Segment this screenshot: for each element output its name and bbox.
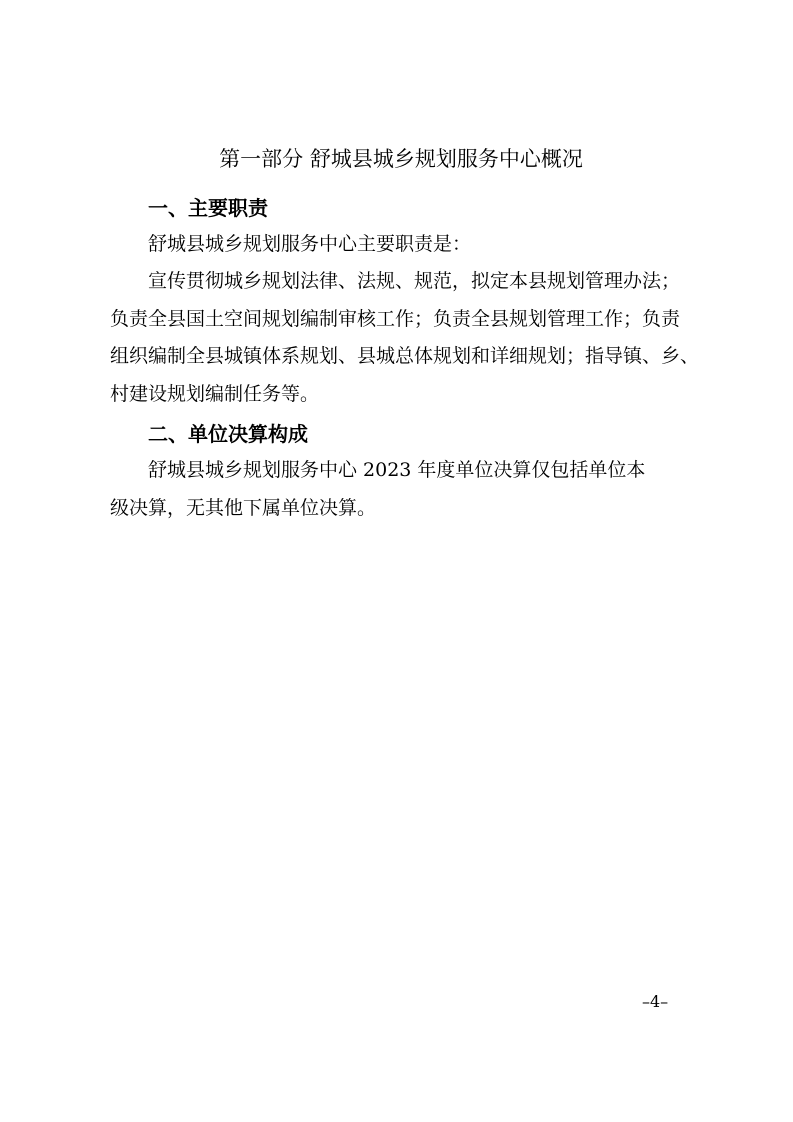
section-heading-composition: 二、单位决算构成 (148, 422, 308, 446)
paragraph-line: 村建设规划编制任务等。 (110, 383, 320, 405)
paragraph-line: 组织编制全县城镇体系规划、县城总体规划和详细规划；指导镇、乡、 (110, 345, 700, 367)
page-number: –4– (642, 992, 669, 1011)
paragraph-line: 负责全县国土空间规划编制审核工作；负责全县规划管理工作；负责 (110, 308, 681, 330)
section-heading-responsibilities: 一、主要职责 (148, 196, 268, 220)
paragraph-line: 舒城县城乡规划服务中心 2023 年度单位决算仅包括单位本 (148, 459, 646, 481)
paragraph-line: 舒城县城乡规划服务中心主要职责是： (148, 233, 472, 255)
paragraph-line: 级决算，无其他下属单位决算。 (110, 497, 377, 519)
paragraph-line: 宣传贯彻城乡规划法律、法规、规范，拟定本县规划管理办法； (148, 270, 681, 292)
page-title: 第一部分 舒城县城乡规划服务中心概况 (219, 147, 583, 171)
